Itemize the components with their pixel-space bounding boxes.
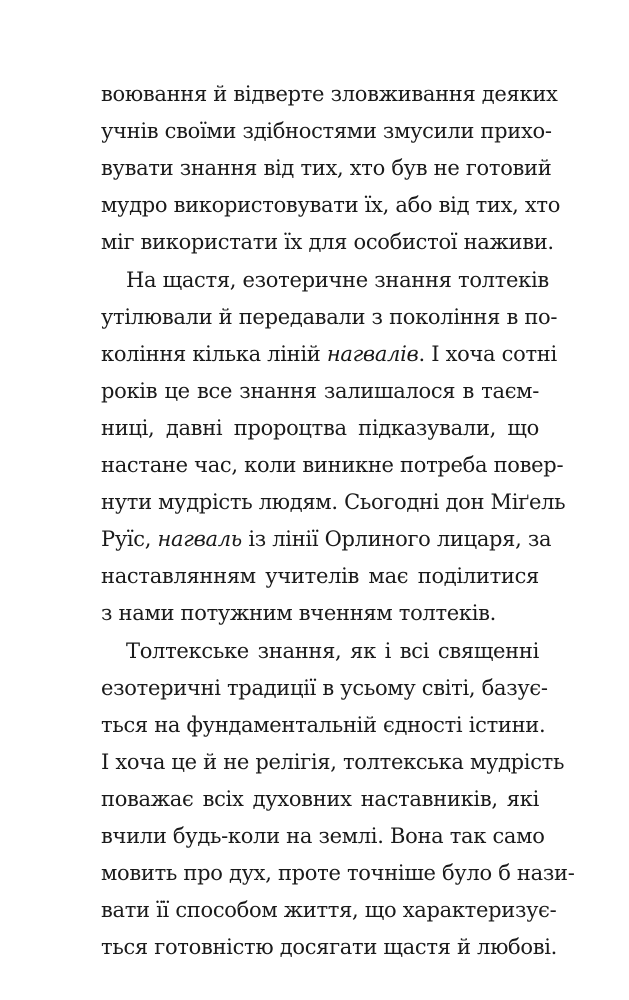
text-line [101,710,546,740]
text-run: ться на фундаментальній єдності істини. [101,713,546,737]
text-line [101,265,549,295]
text-run: нути мудрість людям. Сьогодні дон Міґель [101,490,566,514]
text-run: мудро використовувати їх, або від тих, хто [101,193,561,217]
text-line [101,339,557,369]
text-run: із лінії Орлиного лицаря, за [241,527,552,551]
text-run: поважає всіх духовних наставників, які [101,787,539,811]
text-run: коління кілька ліній [101,342,327,366]
text-line [101,376,539,406]
text-line [101,598,539,628]
text-run: воювання й відверте зловживання деяких [101,82,558,106]
text-line [101,673,548,703]
text-line [101,636,539,666]
text-run: На щастя, езотеричне знання толтеків [126,268,549,292]
text-run: утілювали й передавали з покоління в по- [101,305,558,329]
text-line [101,153,552,183]
italic-term: нагваль [157,527,242,551]
text-line [101,784,539,814]
text-run: учнів своїми здібностями змусили прихо- [101,119,552,143]
text-line [101,116,552,146]
text-run: Толтекське знання, як і всі священні [126,639,539,663]
text-line [101,932,558,962]
text-run: наставлянням учителів має поділитися [101,564,539,588]
text-line [101,227,554,257]
text-run: настане час, коли виникне потреба повер- [101,453,564,477]
text-run: І хоча це й не релігія, толтекська мудрість [101,750,565,774]
text-run: міг використати їх для особистої наживи. [101,230,554,254]
text-run: . І хоча сотні [418,342,557,366]
text-line [101,821,545,851]
text-line [101,561,539,591]
text-run: мовить про дух, проте точніше було б нази- [101,861,575,885]
text-line [101,895,557,925]
text-run: вувати знання від тих, хто був не готовий [101,156,552,180]
text-run: вчили будь-коли на землі. Вона так само [101,824,545,848]
text-line [101,487,566,517]
text-run: Руїс, [101,527,158,551]
text-run: років це все знання залишалося в таєм- [101,379,539,403]
text-line [101,524,552,554]
text-line [101,190,561,220]
text-run: езотеричні традиції в усьому світі, базує- [101,676,548,700]
text-line [101,747,565,777]
italic-term: нагвалів [326,342,419,366]
text-line [101,858,575,888]
text-run: з нами потужним вченням толтеків. [101,601,497,625]
text-line [101,302,558,332]
text-line [101,413,539,443]
text-line [101,79,558,109]
text-run: вати її способом життя, що характеризує- [101,898,557,922]
text-run: ться готовністю досягати щастя й любові. [101,935,558,959]
text-run: ниці, давні пророцтва підказували, що [101,416,539,440]
text-line [101,450,564,480]
